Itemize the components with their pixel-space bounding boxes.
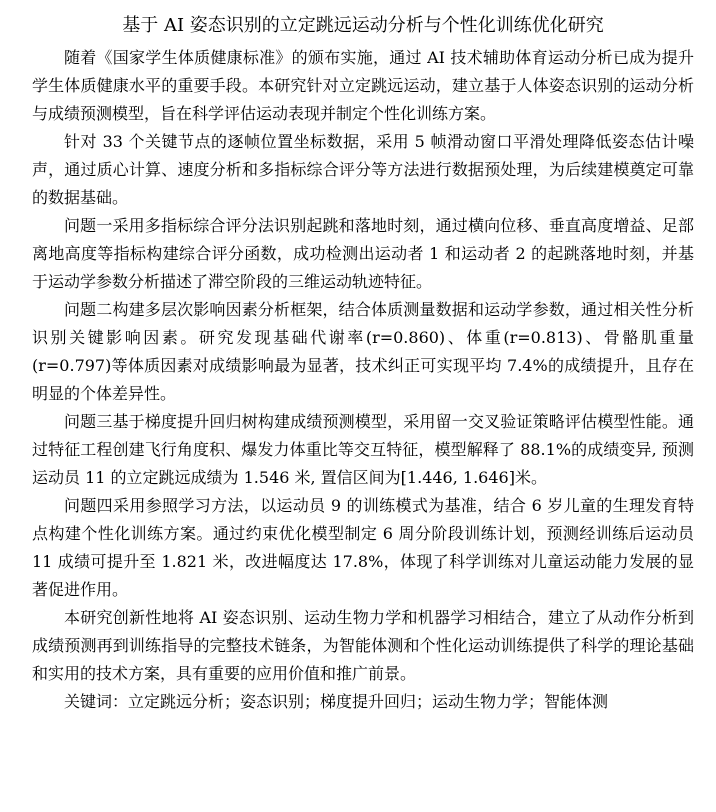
abstract-paragraph-conclusion: 本研究创新性地将 AI 姿态识别、运动生物力学和机器学习相结合，建立了从动作分析到成绩预测再到训练指导的完整技术链条，为智能体测和个性化运动训练提供了科学的理论基础和实用的技术方案，具有重要的应用价值和推广前景。 (32, 608, 694, 683)
keywords-line: 关键词：立定跳远分析；姿态识别；梯度提升回归；运动生物力学；智能体测 (64, 692, 609, 711)
abstract-paragraph-problem-4: 问题四采用参照学习方法，以运动员 9 的训练模式为基准，结合 6 岁儿童的生理发育特点构建个性化训练方案。通过约束优化模型制定 6 周分阶段训练计划，预测经训练后运动员 11 成绩可提升至 1.821 米，改进幅度达 17.8%，体现了科学训练对儿童运动能力发展的显著促进作用。 (32, 496, 694, 599)
abstract-paragraph-intro: 随着《国家学生体质健康标准》的颁布实施，通过 AI 技术辅助体育运动分析已成为提升学生体质健康水平的重要手段。本研究针对立定跳远运动，建立基于人体姿态识别的运动分析与成绩预测模型，旨在科学评估运动表现并制定个性化训练方案。 (32, 48, 694, 123)
abstract-paragraph-problem-3: 问题三基于梯度提升回归树构建成绩预测模型，采用留一交叉验证策略评估模型性能。通过特征工程创建飞行角度积、爆发力体重比等交互特征，模型解释了 88.1%的成绩变异, 预测运动员 11 的立定跳远成绩为 1.546 米, 置信区间为[1.446, 1.646]米。 (32, 412, 694, 487)
paper-title: 基于 AI 姿态识别的立定跳远运动分析与个性化训练优化研究 (122, 15, 604, 36)
abstract-paragraph-preprocessing: 针对 33 个关键节点的逐帧位置坐标数据，采用 5 帧滑动窗口平滑处理降低姿态估计噪声，通过质心计算、速度分析和多指标综合评分等方法进行数据预处理，为后续建模奠定可靠的数据基础。 (32, 132, 694, 207)
abstract-paragraph-problem-2: 问题二构建多层次影响因素分析框架，结合体质测量数据和运动学参数，通过相关性分析识别关键影响因素。研究发现基础代谢率(r=0.860)、体重(r=0.813)、骨骼肌重量(r=0.797)等体质因素对成绩影响最为显著，技术纠正可实现平均 7.4%的成绩提升，且存在明显的个体差异性。 (32, 300, 694, 403)
abstract-paragraph-problem-1: 问题一采用多指标综合评分法识别起跳和落地时刻，通过横向位移、垂直高度增益、足部离地高度等指标构建综合评分函数，成功检测出运动者 1 和运动者 2 的起跳落地时刻，并基于运动学参数分析描述了滞空阶段的三维运动轨迹特征。 (32, 216, 694, 291)
